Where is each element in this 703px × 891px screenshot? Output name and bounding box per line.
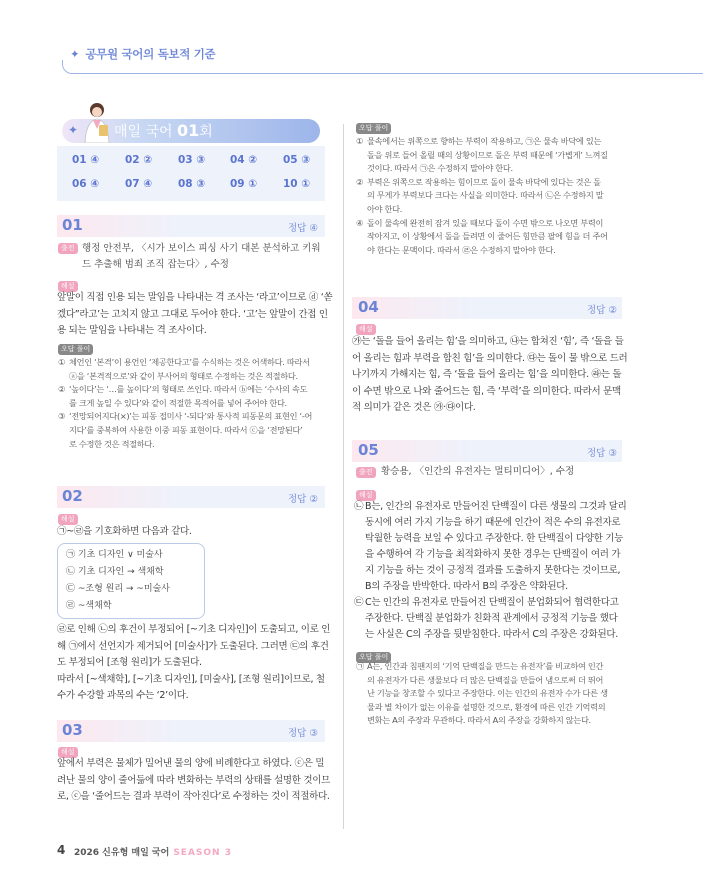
footer-book (74, 845, 232, 858)
symbol-text: ~조형 원리 → ~미술사 (77, 584, 170, 594)
answer-item-number: 10 (283, 178, 298, 190)
answer-value: ② (608, 305, 617, 316)
column-divider (343, 124, 344, 829)
q01-answer (288, 220, 318, 234)
item-marker: ㉠ (356, 661, 364, 671)
item-marker: ㉡ (354, 501, 364, 512)
answer-label: 정답 (288, 223, 307, 234)
page-number: 4 (57, 843, 66, 857)
symbol-text: 기초 디자인 → 색채학 (77, 567, 164, 577)
q05-source: 황승용, 〈인간의 유전자는 멀티미디어〉, 수정 (381, 466, 575, 477)
answer-value: ② (309, 494, 318, 505)
q02-number: 02 (62, 487, 83, 505)
answer-item-value: ② (248, 154, 258, 166)
q02-intro: ㉠~㉣을 기호화하면 다음과 같다. (57, 526, 192, 537)
item-line: 변화는 A의 주장과 무관하다. 따라서 A의 주장을 강화하지 않는다. (367, 715, 591, 726)
answer-item-value: ④ (90, 178, 100, 190)
source-badge: 출전 (356, 467, 376, 478)
item-line: 의 유전자가 다른 생물보다 더 많은 단백질을 만들어 냄으로써 더 뛰어 (367, 674, 604, 685)
item-marker: ② (58, 384, 66, 395)
answer-item (283, 178, 323, 190)
answer-item-value: ④ (143, 178, 153, 190)
answer-item-number: 08 (178, 178, 193, 190)
item-line: 것이다. 따라서 ㉠은 수정하지 말아야 한다. (367, 163, 513, 174)
footer-book-title: 2026 신유형 매일 국어 (74, 848, 170, 858)
body-line: 도 부정되어 [조형 원리]가 도출된다. (57, 657, 202, 668)
q05-answer (587, 445, 617, 459)
answer-label: 정답 (288, 494, 307, 505)
item-line: B는, 인간의 유전자로 만들어진 단백질이 다른 생물의 그것과 달리 (365, 501, 627, 512)
item-line: ‘전망되어지다(×)’는 피동 접미사 ‘-되다’와 통사적 피동문의 표현인 ‘-어 (69, 411, 313, 422)
q03-answer (288, 725, 318, 739)
item-line: 작아지고, 이 상황에서 돌을 들려면 이 줄어든 힘만큼 팔에 힘을 더 주어 (367, 231, 608, 242)
answer-label: 정답 (587, 305, 606, 316)
answer-item (125, 178, 165, 190)
body-line: 이 수면 밖으로 나와 줄어드는 힘, 즉 ‘부력’을 의미한다. 따라서 문맥 (352, 385, 621, 397)
symbol-row (66, 581, 170, 594)
quiz-title (114, 119, 213, 143)
item-line: B의 주장을 반박한다. 따라서 B의 주장은 약화된다. (365, 581, 568, 592)
answer-value: ④ (309, 223, 318, 234)
item-line: 아야 한다. (367, 203, 403, 214)
answer-item-value: ① (248, 178, 258, 190)
body-line: 로, ⓒ을 ‘줄어드는 결과 부력이 작아진다’로 수정하는 것이 적절하다. (57, 791, 330, 802)
q01-bar (57, 215, 325, 237)
item-line: 체언인 ‘본격’이 용언인 ‘제공한다고’를 수식하는 것은 어색하다. 따라서 (69, 357, 310, 367)
item-line: 탁월한 능력을 보일 수 있다고 주장한다. 한 단백질이 다양한 기능 (365, 533, 624, 544)
answer-value: ③ (608, 448, 617, 459)
item-marker: ① (356, 136, 364, 146)
item-line: 는 사실은 C의 주장을 뒷받침한다. 따라서 C의 주장은 강화된다. (365, 629, 618, 640)
footer-season: SEASON 3 (173, 848, 232, 858)
item-line: 난 기능을 창조할 수 있다고 주장한다. 이는 인간의 유전자 수가 다른 생 (367, 688, 608, 699)
answer-item-value: ④ (90, 154, 100, 166)
symbol-row (66, 564, 164, 577)
answer-item-number: 02 (125, 154, 140, 166)
quiz-title-suffix: 회 (199, 124, 213, 140)
q01-number: 01 (62, 216, 83, 234)
explain-badge: 해설 (58, 281, 78, 292)
answer-label: 정답 (587, 448, 606, 459)
item-line: ⓐ을 ‘본격적으로’와 같이 부사어의 형태로 수정하는 것은 적절하다. (69, 370, 298, 381)
wrong-badge: 오답 풀이 (58, 344, 93, 355)
teacher-illustration-icon (80, 101, 114, 143)
item-line: 동시에 여러 가지 기능을 하기 때문에 인간이 적은 수의 유전자로 (365, 517, 621, 528)
q02-answer (288, 491, 318, 505)
symbol-mark: ㉠ (66, 550, 76, 560)
answer-item-number: 06 (72, 178, 87, 190)
header-rule (62, 60, 703, 74)
symbol-text: 기초 디자인 ∨ 미술사 (77, 550, 163, 560)
body-line: 수가 수강할 과목의 수는 ‘2’이다. (57, 690, 189, 701)
answer-item-value: ② (143, 154, 153, 166)
item-line: 부력은 위쪽으로 작용하는 힘이므로 돌이 물속 바닥에 있다는 것은 돌 (367, 176, 601, 187)
body-line: 어 올리는 힘과 부력을 합친 힘’을 의미한다. ㉰는 돌이 물 밖으로 드러 (352, 352, 628, 364)
q01-source: 행정 안전부, 〈시가 보이스 피싱 사기 대본 분석하고 키워드 추출해 범죄 조직 잡는다〉, 수정 (82, 243, 321, 270)
item-line: 을 수행하여 각 기능을 최적화하지 못한 경우는 단백질이 여러 가 (365, 549, 621, 560)
item-line: 돌이 물속에 완전히 잠겨 있을 때보다 돌이 수면 밖으로 나오면 부력이 (367, 217, 604, 228)
body-line: 따라서 [~색채학], [~기초 디자인], [미술사], [조형 원리]이므로, 철 (57, 673, 325, 685)
item-marker: ㉢ (354, 597, 364, 608)
sparkle-icon: ✦ (70, 47, 80, 61)
answer-item-value: ③ (196, 154, 206, 166)
answer-item-number: 09 (230, 178, 245, 190)
answer-item-number: 07 (125, 178, 140, 190)
body-line: 용 되는 말임을 나타내는 격 조사이다. (57, 325, 207, 336)
wrong-badge: 오답 풀이 (356, 123, 391, 134)
quiz-title-prefix: 매일 국어 (114, 124, 173, 140)
quiz-title-number: 01 (177, 121, 200, 140)
explain-badge: 해설 (356, 490, 376, 501)
q04-answer (587, 302, 617, 316)
item-marker: ① (58, 357, 66, 367)
item-line: ‘높이다’는 ‘…를 높이다’의 형태로 쓰인다. 따라서 ⓑ에는 ‘수사의 속도 (69, 384, 308, 395)
body-line: 나기까지 가해지는 힘, 즉 ‘돌을 들어 올리는 힘’을 의미한다. ㉱는 돌 (352, 369, 622, 380)
q04-bar (352, 297, 622, 319)
explain-badge: 해설 (58, 747, 78, 758)
item-line: 물과 별 차이가 없는 이유를 설명한 것으로, 환경에 따른 인간 기억력의 (367, 701, 606, 712)
item-marker: ③ (58, 411, 66, 422)
body-line: 적 의미가 같은 것은 ㉮·㉰이다. (352, 402, 476, 413)
item-line: C는 인간의 유전자로 만들어진 단백질이 분업화되어 협력한다고 (365, 597, 619, 608)
answer-item (230, 178, 270, 190)
item-marker: ④ (356, 217, 364, 228)
answer-item (72, 154, 112, 166)
body-line: 해 ㉠에서 선언지가 제거되어 [미술사]가 도출된다. 그러면 ㉢의 후건 (57, 640, 329, 652)
body-line: 려난 물의 양이 줄어듦에 따라 변화하는 부력의 상태를 설명한 것이므 (57, 774, 331, 786)
wrong-badge: 오답 풀이 (356, 652, 391, 663)
q03-number: 03 (62, 721, 83, 739)
item-line: 물속에서는 위쪽으로 향하는 부력이 작용하고, ㉠은 물속 바닥에 있는 (367, 136, 602, 146)
answer-item-number: 04 (230, 154, 245, 166)
answer-item (72, 178, 112, 190)
item-line: 로 수정한 것은 적절하다. (69, 438, 155, 449)
item-line: A는, 인간과 침팬지의 ‘기억 단백질을 만드는 유전자’를 비교하여 인간 (367, 661, 604, 671)
item-line: 를 크게 높일 수 있다’와 같이 적절한 목적어를 넣어 주어야 한다. (69, 397, 287, 408)
explain-badge: 해설 (58, 514, 78, 525)
answer-item-number: 05 (283, 154, 298, 166)
answer-item (178, 178, 218, 190)
item-marker: ② (356, 176, 364, 187)
answer-item-value: ① (301, 178, 311, 190)
item-line: 돌을 위로 들어 올릴 때의 상황이므로 돌은 부력 때문에 ‘가볍게’ 느껴질 (367, 149, 608, 160)
answer-item-number: 01 (72, 154, 87, 166)
running-header-text: 공무원 국어의 독보적 기준 (85, 47, 216, 61)
symbol-text: ~색채학 (77, 601, 112, 611)
running-header (70, 46, 215, 62)
q05-bar (352, 440, 622, 462)
item-line: 지다’를 중복하여 사용한 이중 피동 표현이다. 따라서 ⓒ을 ‘전망된다’ (69, 424, 303, 435)
body-line: ㉣로 인해 ㉡의 후건이 부정되어 [~기초 디자인]이 도출되고, 이로 인 (57, 624, 331, 635)
answer-item (178, 154, 218, 166)
q04-number: 04 (358, 298, 379, 316)
answer-item (125, 154, 165, 166)
sparkle-icon: ✦ (68, 123, 79, 137)
body-line: 앞에서 부력은 물체가 밀어낸 물의 양에 비례한다고 하였다. ⓒ은 밀 (57, 758, 325, 769)
explain-badge: 해설 (356, 324, 376, 335)
symbol-mark: ㉣ (66, 601, 76, 611)
answer-value: ③ (309, 728, 318, 739)
answer-item-number: 03 (178, 154, 193, 166)
answer-item (230, 154, 270, 166)
answer-item-value: ③ (301, 154, 311, 166)
item-line: 의 무게가 부력보다 크다는 사실을 의미한다. 따라서 ㉡은 수정하지 말 (367, 190, 604, 201)
symbol-mark: ㉡ (66, 567, 76, 577)
item-line: 야 한다는 문맥이다. 따라서 ㉣은 수정하지 말아야 한다. (367, 244, 556, 255)
body-line: ㉮는 ‘돌을 들어 올리는 힘’을 의미하고, ㉯는 합쳐진 ‘힘’, 즉 ‘돌을 들 (352, 336, 624, 347)
item-line: 주장한다. 단백질 분업화가 친화적 관계에서 긍정적 기능을 했다 (365, 613, 618, 624)
q05-number: 05 (358, 441, 379, 459)
symbol-row (66, 547, 163, 560)
answer-label: 정답 (288, 728, 307, 739)
q03-bar (57, 720, 325, 742)
symbol-row (66, 598, 112, 611)
q02-bar (57, 486, 325, 508)
body-line: 겠다”라고’는 고치지 않고 그대로 두어야 한다. ‘고’는 앞말이 간접 인 (57, 308, 328, 320)
symbol-mark: ㉢ (66, 584, 76, 594)
answer-item-value: ③ (196, 178, 206, 190)
source-badge: 출전 (58, 243, 78, 254)
item-line: 지 기능을 하는 것이 긍정적 결과를 도출하지 못한다는 것이므로, (365, 565, 621, 576)
answer-item (283, 154, 323, 166)
body-line: 앞말이 직접 인용 되는 말임을 나타내는 격 조사는 ‘라고’이므로 ⓓ ‘쏟 (57, 292, 333, 303)
